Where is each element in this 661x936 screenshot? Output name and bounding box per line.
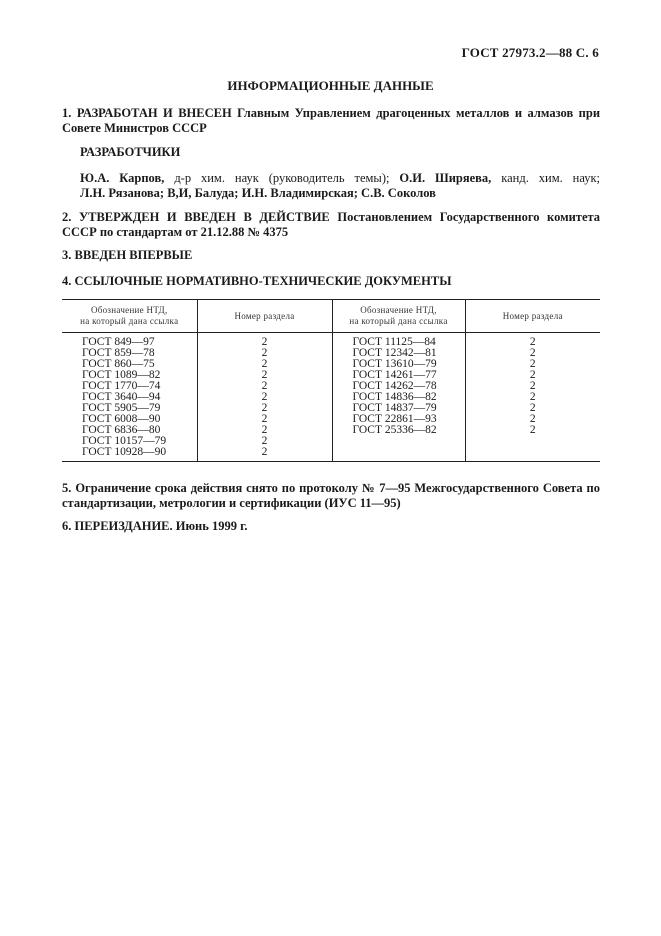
reference-section-number: 2 bbox=[529, 380, 536, 392]
reference-section-number: 2 bbox=[261, 380, 268, 392]
reference-doc-designation: ГОСТ 10928—90 bbox=[82, 446, 167, 458]
item-1-number: 1. bbox=[62, 106, 72, 120]
item-2 bbox=[62, 210, 600, 240]
reference-section-number: 2 bbox=[261, 413, 268, 425]
reference-section-number: 2 bbox=[529, 402, 536, 414]
reference-section-number: 2 bbox=[529, 336, 536, 348]
reference-doc-designation: ГОСТ 849—97 bbox=[82, 336, 155, 348]
developers-line-2: Л.Н. Рязанова; В,И, Балуда; И.Н. Владимирская; С.В. Соколов bbox=[80, 186, 436, 200]
reference-doc-designation: ГОСТ 10157—79 bbox=[82, 435, 167, 447]
right-section-column bbox=[465, 333, 600, 462]
item-5-number: 5. bbox=[62, 481, 72, 495]
reference-section-number: 2 bbox=[529, 413, 536, 425]
column-header-doc-left: Обозначение НТД, на который дана ссылка bbox=[62, 300, 197, 333]
developer-2-title: канд. хим. наук; bbox=[501, 171, 601, 185]
item-6-text: ПЕРЕИЗДАНИЕ. Июнь 1999 г. bbox=[74, 519, 248, 533]
reference-doc-designation: ГОСТ 859—78 bbox=[82, 347, 155, 359]
item-2-text: Постановлением Государственного комитета СССР по стандартам от 21.12.88 № 4375 bbox=[62, 210, 601, 239]
reference-doc-designation: ГОСТ 3640—94 bbox=[82, 391, 161, 403]
reference-section-number: 2 bbox=[261, 358, 268, 370]
table-header-row bbox=[62, 300, 600, 333]
reference-doc-designation: ГОСТ 12342—81 bbox=[352, 347, 437, 359]
page-header: ГОСТ 27973.2—88 С. 6 bbox=[461, 45, 599, 60]
reference-section-number: 2 bbox=[261, 402, 268, 414]
item-2-number: 2. bbox=[62, 210, 72, 224]
column-header-doc-right: Обозначение НТД, на который дана ссылка bbox=[332, 300, 465, 333]
reference-doc-designation: ГОСТ 13610—79 bbox=[352, 358, 437, 370]
reference-documents-table bbox=[62, 299, 600, 462]
reference-section-number: 2 bbox=[261, 391, 268, 403]
reference-doc-designation: ГОСТ 1770—74 bbox=[82, 380, 161, 392]
reference-doc-designation: ГОСТ 14837—79 bbox=[352, 402, 437, 414]
item-3-number: 3. bbox=[62, 248, 72, 262]
reference-doc-designation: ГОСТ 860—75 bbox=[82, 358, 155, 370]
item-4-heading: ССЫЛОЧНЫЕ НОРМАТИВНО-ТЕХНИЧЕСКИЕ ДОКУМЕНТЫ bbox=[74, 274, 452, 288]
column-header-section-left: Номер раздела bbox=[197, 300, 332, 333]
item-3 bbox=[62, 248, 600, 263]
reference-section-number: 2 bbox=[261, 446, 268, 458]
item-3-heading: ВВЕДЕН ВПЕРВЫЕ bbox=[74, 248, 193, 262]
developers-line-1 bbox=[80, 171, 600, 186]
reference-section-number: 2 bbox=[261, 336, 268, 348]
reference-section-number: 2 bbox=[261, 435, 268, 447]
reference-doc-designation: ГОСТ 5905—79 bbox=[82, 402, 161, 414]
reference-section-number: 2 bbox=[529, 391, 536, 403]
reference-doc-designation: ГОСТ 25336—82 bbox=[352, 424, 437, 436]
developers-heading: РАЗРАБОТЧИКИ bbox=[80, 145, 181, 159]
item-4 bbox=[62, 274, 600, 289]
item-2-heading: УТВЕРЖДЕН И ВВЕДЕН В ДЕЙСТВИЕ bbox=[78, 210, 330, 224]
reference-doc-designation: ГОСТ 14836—82 bbox=[352, 391, 437, 403]
right-doc-column bbox=[332, 333, 465, 462]
item-6 bbox=[62, 519, 600, 534]
reference-doc-designation: ГОСТ 22861—93 bbox=[352, 413, 437, 425]
item-5 bbox=[62, 481, 600, 511]
reference-section-number: 2 bbox=[529, 358, 536, 370]
reference-doc-designation: ГОСТ 14262—78 bbox=[352, 380, 437, 392]
item-5-text: Ограничение срока действия снято по протоколу № 7—95 Межгосударственного Совета по стандартизации, метрологии и сертификации (ИУС 11—95) bbox=[62, 481, 601, 510]
reference-doc-designation: ГОСТ 1089—82 bbox=[82, 369, 161, 381]
reference-section-number: 2 bbox=[529, 369, 536, 381]
item-6-number: 6. bbox=[62, 519, 72, 533]
page-title: ИНФОРМАЦИОННЫЕ ДАННЫЕ bbox=[227, 78, 434, 93]
reference-doc-designation: ГОСТ 6836—80 bbox=[82, 424, 161, 436]
reference-section-number: 2 bbox=[261, 347, 268, 359]
column-header-section-right: Номер раздела bbox=[465, 300, 600, 333]
developer-1-title: д-р хим. наук (руководитель темы); bbox=[174, 171, 390, 185]
reference-section-number: 2 bbox=[261, 369, 268, 381]
developer-2-name: О.И. Ширяева, bbox=[399, 171, 492, 185]
table-body-row bbox=[62, 333, 600, 462]
item-1-heading: РАЗРАБОТАН И ВНЕСЕН bbox=[76, 106, 232, 120]
item-1-text: Главным Управлением драгоценных металлов и алмазов при Совете Министров СССР bbox=[62, 106, 601, 135]
left-doc-column bbox=[62, 333, 197, 462]
developer-1-name: Ю.А. Карпов, bbox=[80, 171, 165, 185]
item-4-number: 4. bbox=[62, 274, 72, 288]
reference-doc-designation: ГОСТ 14261—77 bbox=[352, 369, 437, 381]
reference-doc-designation: ГОСТ 6008—90 bbox=[82, 413, 161, 425]
reference-section-number: 2 bbox=[529, 347, 536, 359]
reference-doc-designation: ГОСТ 11125—84 bbox=[352, 336, 436, 348]
item-1 bbox=[62, 106, 600, 136]
reference-section-number: 2 bbox=[529, 424, 536, 436]
reference-section-number: 2 bbox=[261, 424, 268, 436]
left-section-column bbox=[197, 333, 332, 462]
